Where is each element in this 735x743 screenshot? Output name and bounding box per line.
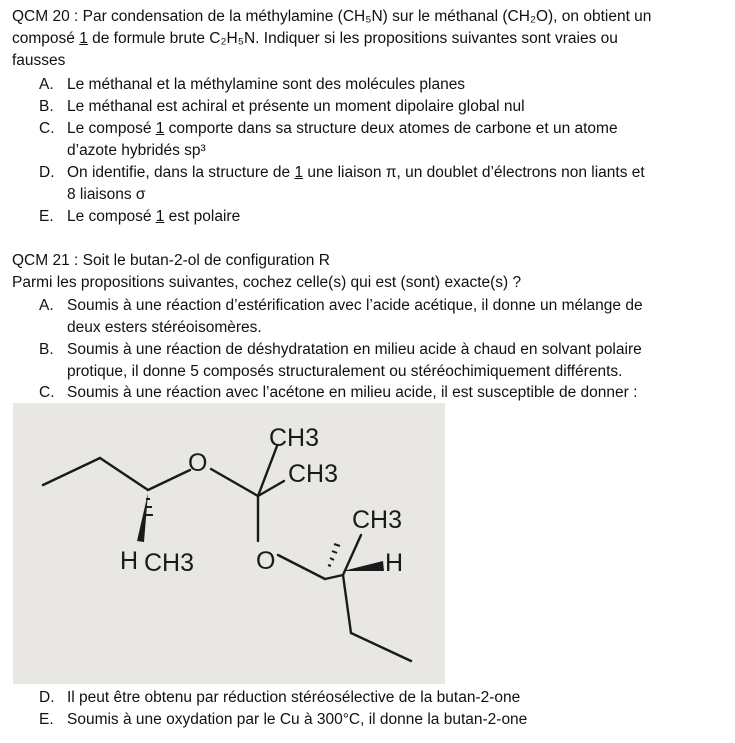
option-text-part: d’azote hybridés sp³ (67, 141, 206, 159)
ethyl-bond-terminal (351, 633, 411, 661)
option-text (67, 206, 707, 228)
option-text-part: une liaison π, un doublet d’électrons non liants et (303, 164, 645, 181)
option-text-part: deux esters stéréoisomères. (67, 318, 262, 336)
option-letter: B. (39, 98, 54, 115)
compound-number: 1 (294, 164, 304, 181)
option-text (67, 295, 707, 338)
option-letter: D. (39, 164, 55, 181)
option-text: Le méthanal et la méthylamine sont des molécules planes (67, 76, 466, 93)
label-ch3-right: CH3 (352, 506, 403, 534)
option-text-part: 8 liaisons σ (67, 185, 146, 203)
option-letter: A. (39, 76, 54, 93)
option-text-part: comporte dans sa structure deux atomes de carbone et un atome (164, 120, 618, 137)
ethyl-bond-left (43, 458, 100, 485)
label-ch3-top: CH3 (269, 424, 320, 452)
option-text-part: Le composé (67, 208, 156, 225)
option-letter: D. (39, 689, 55, 706)
ethyl-bond-down (343, 575, 351, 633)
option-text (67, 339, 707, 382)
q21-stem-line2: Parmi les propositions suivantes, cochez celle(s) qui est (sont) exacte(s) ? (12, 274, 522, 291)
q21-stem-line1: QCM 21 : Soit le butan-2-ol de configuration R (12, 252, 330, 269)
q20-stem-line3: fausses (12, 52, 66, 69)
option-letter: C. (39, 120, 55, 137)
compound-number: 1 (79, 30, 88, 47)
option-letter: E. (39, 208, 54, 225)
option-letter: A. (39, 297, 54, 314)
o-c-bond-upper-right (211, 469, 258, 496)
q20-stem-text: composé (12, 30, 80, 47)
compound-number: 1 (155, 208, 165, 225)
option-text-part: Le composé (67, 120, 156, 137)
o-c-bond-lower-right (278, 555, 325, 579)
option-text (67, 118, 707, 161)
option-text-part: On identifie, dans la structure de (67, 164, 295, 181)
option-text-part: Soumis à une réaction de déshydratation en milieu acide à chaud en solvant polaire (67, 341, 642, 358)
chemical-structure-image (13, 403, 445, 684)
label-h-right: H (385, 549, 404, 577)
option-letter: C. (39, 384, 55, 401)
label-ch3-mid: CH3 (288, 460, 339, 488)
label-o-lower: O (256, 547, 276, 575)
label-o-upper: O (188, 449, 208, 477)
option-text-part: Soumis à une réaction d’estérification avec l’acide acétique, il donne un mélange de (67, 297, 643, 314)
label-h-left: H (120, 547, 139, 575)
c-c-junction-bond (325, 575, 343, 579)
option-text (67, 162, 707, 205)
ethyl-bond-center (100, 458, 148, 490)
hashed-bond-right (328, 544, 340, 566)
option-letter: E. (39, 711, 54, 728)
c-o-bond-upper-left (148, 470, 190, 490)
option-text: Il peut être obtenu par réduction stéréosélective de la butan-2-one (67, 689, 521, 706)
wedge-bond-left (137, 493, 148, 542)
option-text-part: protique, il donne 5 composés structuralement ou stéréochimiquement différents. (67, 362, 623, 380)
ketal-structure-drawing (13, 403, 445, 684)
compound-number: 1 (155, 120, 165, 137)
option-text-part: est polaire (164, 208, 241, 225)
label-ch3-left: CH3 (144, 549, 195, 577)
option-text: Soumis à une oxydation par le Cu à 300°C, il donne la butan-2-one (67, 711, 528, 728)
option-text: Soumis à une réaction avec l’acétone en milieu acide, il est susceptible de donner : (67, 384, 638, 401)
q20-stem-line1: QCM 20 : Par condensation de la méthylamine (CH₅N) sur le méthanal (CH₂O), on obtient un (12, 8, 652, 25)
option-text: Le méthanal est achiral et présente un moment dipolaire global nul (67, 98, 525, 115)
option-letter: B. (39, 341, 54, 358)
q20-stem-text: de formule brute C₂H₅N. Indiquer si les propositions suivantes sont vraies ou (87, 30, 618, 47)
q20-stem-line2 (12, 29, 618, 49)
quaternary-c-methyl-bond-top (258, 446, 277, 496)
